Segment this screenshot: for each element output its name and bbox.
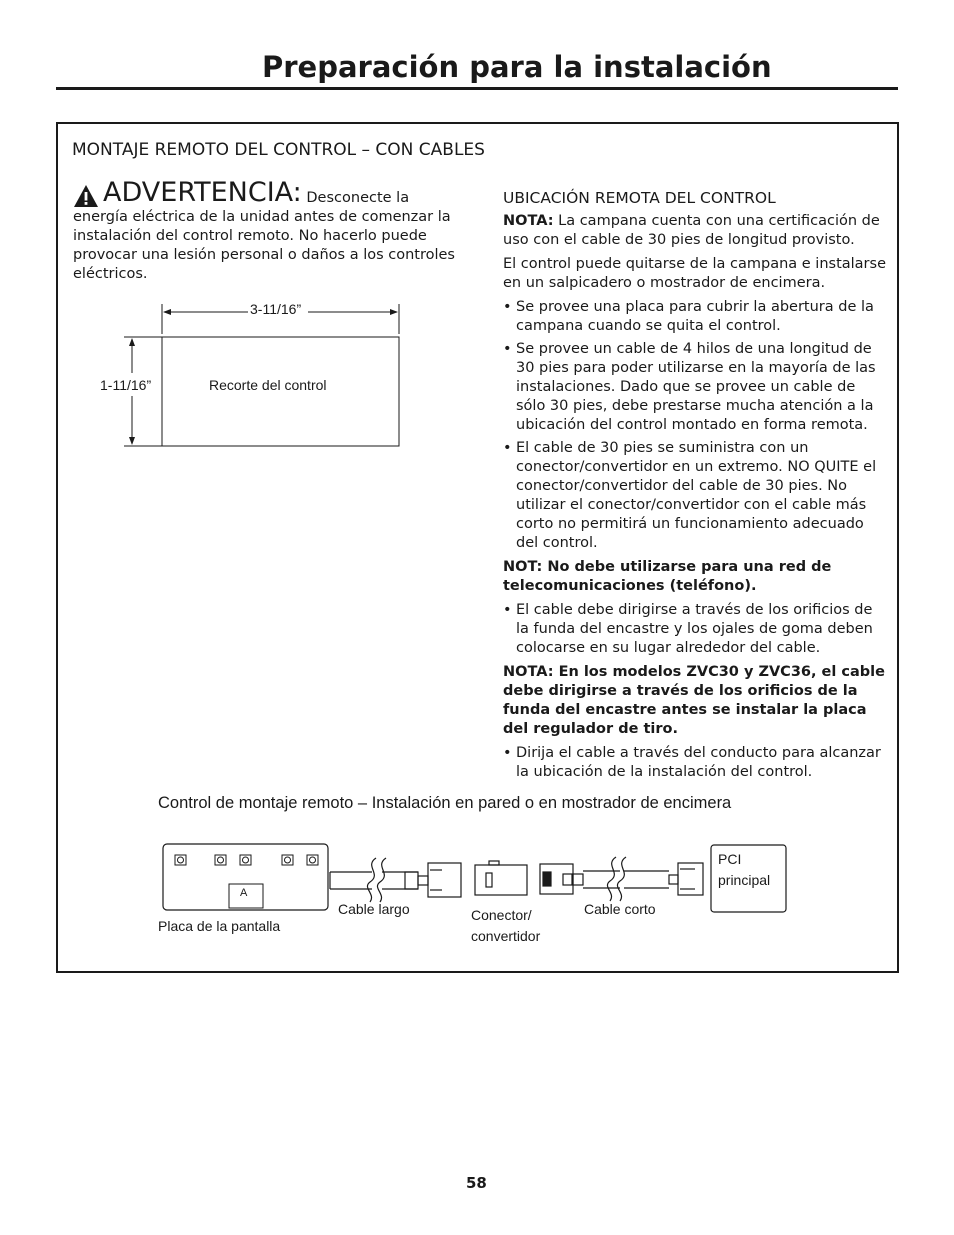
note-certification-text: La campana cuenta con una certificación de uso con el cable de 30 pies de longitud provisto.	[503, 213, 880, 248]
bullet-list-2	[503, 601, 887, 658]
remote-location-column	[503, 188, 887, 787]
bullet-list-3	[503, 744, 887, 782]
plate-marker: A	[240, 887, 248, 899]
cutout-dimension-figure	[90, 296, 410, 456]
warning-text: energía eléctrica de la unidad antes de comenzar la instalación del control remoto. No hacerlo puede provocar una lesión personal o daños a los controles eléctricos.	[73, 209, 455, 282]
section-heading: MONTAJE REMOTO DEL CONTROL – CON CABLES	[72, 140, 485, 160]
warning-triangle-icon	[73, 184, 99, 208]
warning-heading: ADVERTENCIA:	[103, 177, 302, 208]
title-rule	[56, 87, 898, 90]
warning-block	[73, 178, 465, 284]
cutout-height-label: 1-11/16”	[100, 377, 152, 393]
connector-label-line1: Conector/	[471, 907, 532, 923]
page-title: Preparación para la instalación	[262, 50, 772, 84]
wiring-diagram-caption: Control de montaje remoto – Instalación en pared o en mostrador de encimera	[158, 794, 732, 812]
bullet-list-1	[503, 298, 887, 553]
display-plate-label: Placa de la pantalla	[158, 918, 281, 934]
main-board-label-line2: principal	[718, 872, 771, 888]
cutout-drawing	[90, 296, 410, 456]
note-models: NOTA: En los modelos ZVC30 y ZVC36, el cable debe dirigirse a través de los orificios de la funda del encastre antes se instalar la placa del regulador de tiro.	[503, 664, 885, 737]
short-cable	[540, 857, 703, 901]
note-label: NOTA:	[503, 213, 554, 229]
warning-lead: Desconecte la	[306, 190, 410, 206]
remote-install-paragraph: El control puede quitarse de la campana e instalarse en un salpicadero o mostrador de encimera.	[503, 256, 886, 291]
short-cable-label: Cable corto	[584, 901, 656, 917]
cutout-label: Recorte del control	[209, 377, 327, 393]
list-item: • El cable debe dirigirse a través de los orificios de la funda del encastre y los ojales de goma deben colocarse en su lugar alrededor del cable.	[503, 601, 887, 658]
main-board-label-line1: PCI	[718, 851, 742, 867]
remote-location-heading: UBICACIÓN REMOTA DEL CONTROL	[503, 189, 776, 207]
connector-converter	[475, 861, 527, 895]
long-cable-label: Cable largo	[338, 901, 410, 917]
list-item: • El cable de 30 pies se suministra con un conector/convertidor en un extremo. NO QUITE el conector/convertidor del cable de 30 pies. No utilizar el conector/convertidor con el cable más corto no permitirá un funcionamiento adecuado del control.	[503, 439, 887, 553]
list-item: • Se provee un cable de 4 hilos de una longitud de 30 pies para poder utilizarse en la mayoría de las instalaciones. Dado que se provee un cable de sólo 30 pies, debe prestarse mucha atención a la ubicación del control montado en forma remota.	[503, 340, 887, 435]
wiring-diagram	[150, 840, 800, 960]
list-item: • Se provee una placa para cubrir la abertura de la campana cuando se quita el control.	[503, 298, 887, 336]
note-certification	[503, 212, 887, 250]
warning-heading-group	[73, 178, 302, 208]
cutout-width-label: 3-11/16”	[250, 301, 302, 317]
note-telecom: NOT: No debe utilizarse para una red de telecomunicaciones (teléfono).	[503, 559, 832, 594]
list-item: • Dirija el cable a través del conducto para alcanzar la ubicación de la instalación del control.	[503, 744, 887, 782]
connector-label-line2: convertidor	[471, 928, 541, 944]
page-number: 58	[466, 1174, 487, 1192]
long-cable	[330, 858, 461, 902]
